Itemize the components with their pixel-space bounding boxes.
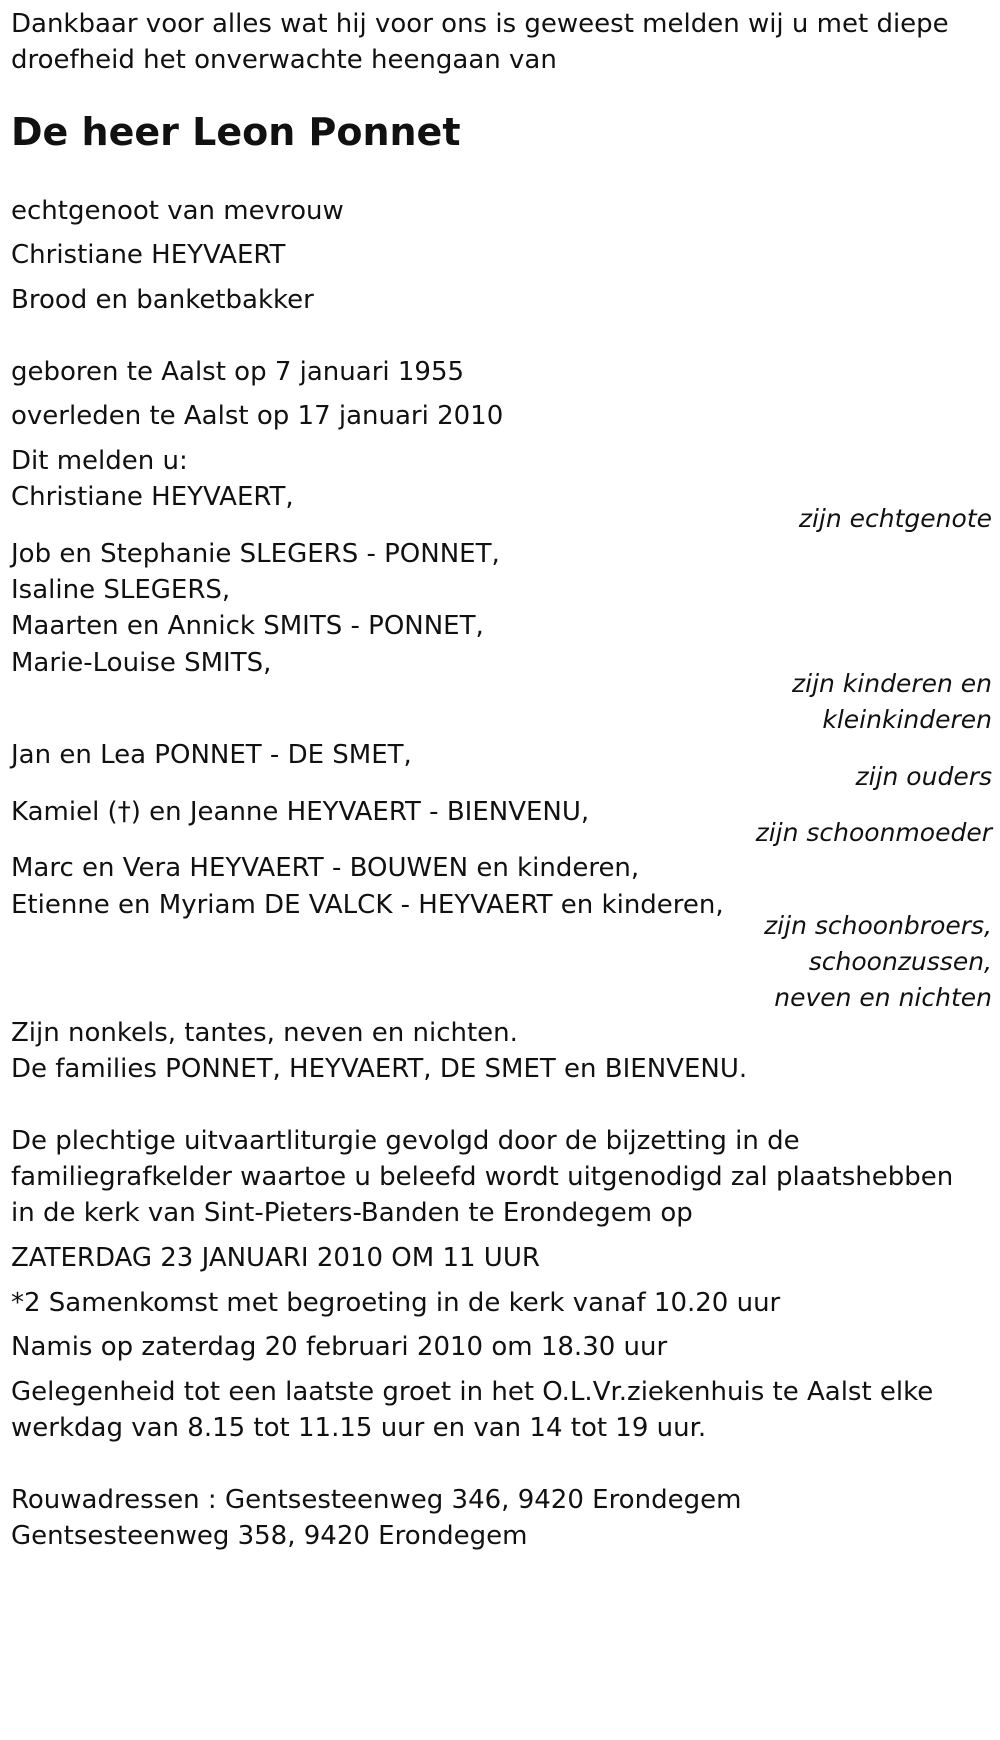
birth-line: geboren te Aalst op 7 januari 1955 xyxy=(11,357,465,387)
siblings-role-3: neven en nichten xyxy=(774,983,992,1012)
siblings-role-1: zijn schoonbroers, xyxy=(764,911,992,940)
death-line: overleden te Aalst op 17 januari 2010 xyxy=(11,401,504,431)
sibling-inlaw-line: Marc en Vera HEYVAERT - BOUWEN en kinderen, xyxy=(11,853,640,883)
family-spouse-line: Christiane HEYVAERT, xyxy=(11,482,294,512)
children-role-2: kleinkinderen xyxy=(822,705,992,734)
ceremony-line-3: in de kerk van Sint-Pieters-Banden te Erondegem op xyxy=(11,1198,693,1228)
visit-line-2: werkdag van 8.15 tot 11.15 uur en van 14 tot 19 uur. xyxy=(11,1413,707,1443)
address-line-1: Rouwadressen : Gentsesteenweg 346, 9420 Erondegem xyxy=(11,1485,742,1515)
ceremony-line-1: De plechtige uitvaartliturgie gevolgd door de bijzetting in de xyxy=(11,1126,800,1156)
spouse-intro: echtgenoot van mevrouw xyxy=(11,196,344,226)
extended-family-1: Zijn nonkels, tantes, neven en nichten. xyxy=(11,1018,518,1048)
child-line: Maarten en Annick SMITS - PONNET, xyxy=(11,611,484,641)
family-intro: Dit melden u: xyxy=(11,446,188,476)
parents-line: Jan en Lea PONNET - DE SMET, xyxy=(11,740,412,770)
inlaws-line: Kamiel (†) en Jeanne HEYVAERT - BIENVENU, xyxy=(11,797,590,827)
sibling-inlaw-line: Etienne en Myriam DE VALCK - HEYVAERT en kinderen, xyxy=(11,890,724,920)
child-line: Isaline SLEGERS, xyxy=(11,575,231,605)
children-role-1: zijn kinderen en xyxy=(792,669,992,698)
siblings-role-2: schoonzussen, xyxy=(808,947,992,976)
parents-role: zijn ouders xyxy=(855,762,992,791)
intro-line-2: droefheid het onverwachte heengaan van xyxy=(11,45,557,75)
ceremony-date: ZATERDAG 23 JANUARI 2010 OM 11 UUR xyxy=(11,1243,540,1273)
ceremony-line-2: familiegrafkelder waartoe u beleefd wordt uitgenodigd zal plaatshebben xyxy=(11,1162,954,1192)
inlaws-role: zijn schoonmoeder xyxy=(755,818,992,847)
address-line-2: Gentsesteenweg 358, 9420 Erondegem xyxy=(11,1521,528,1551)
spouse-name: Christiane HEYVAERT xyxy=(11,240,286,270)
child-line: Job en Stephanie SLEGERS - PONNET, xyxy=(11,539,500,569)
intro-line-1: Dankbaar voor alles wat hij voor ons is geweest melden wij u met diepe xyxy=(11,9,949,39)
extended-family-2: De families PONNET, HEYVAERT, DE SMET en BIENVENU. xyxy=(11,1054,748,1084)
child-line: Marie-Louise SMITS, xyxy=(11,648,272,678)
deceased-name: De heer Leon Ponnet xyxy=(11,110,461,154)
visit-line-1: Gelegenheid tot een laatste groet in het O.L.Vr.ziekenhuis te Aalst elke xyxy=(11,1377,934,1407)
namis-line: Namis op zaterdag 20 februari 2010 om 18.30 uur xyxy=(11,1332,668,1362)
family-spouse-role: zijn echtgenote xyxy=(798,504,992,533)
gathering-line: *2 Samenkomst met begroeting in de kerk vanaf 10.20 uur xyxy=(11,1288,781,1318)
profession: Brood en banketbakker xyxy=(11,285,314,315)
